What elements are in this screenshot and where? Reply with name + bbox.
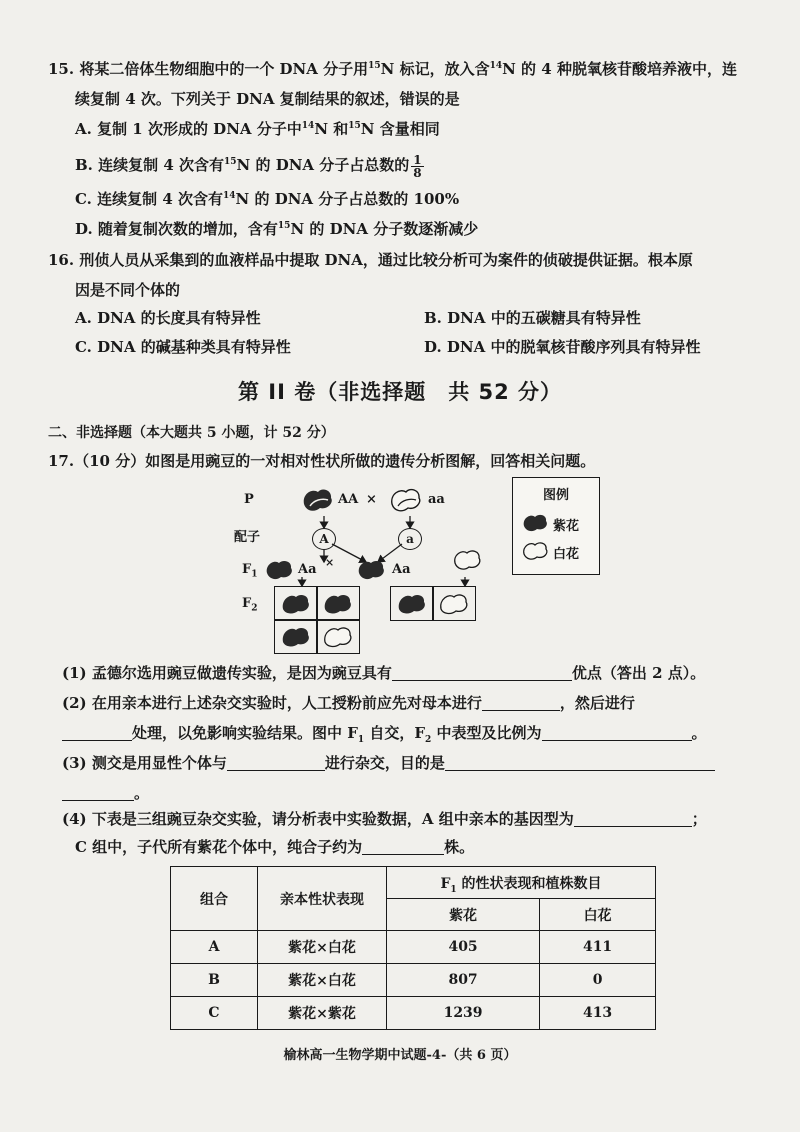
cell-purple: 807: [387, 964, 540, 997]
f2-cell: [432, 586, 476, 621]
cell-purple: 1239: [387, 997, 540, 1030]
f2-cell: [316, 586, 360, 621]
white-flower-icon: [388, 486, 424, 514]
genetic-diagram: [234, 478, 520, 656]
cell-parents: 紫花×白花: [258, 964, 387, 997]
white-flower-icon: [521, 540, 551, 562]
fraction-numerator: 1: [413, 152, 422, 167]
table-header-parent: 亲本性状表现: [258, 867, 387, 931]
q15-option-b: [75, 150, 426, 180]
q17-part2-cont: [62, 722, 707, 744]
q15-stem-part: N 的 4 种脱氧核苷酸培养液中，连: [502, 60, 737, 78]
subscript: 1: [251, 569, 258, 580]
table-row: [171, 997, 656, 1030]
q17-text: ，然后进行: [559, 694, 635, 712]
page-footer: 榆林高一生物学期中试题-4-（共 6 页）: [283, 1048, 517, 1063]
q17-text: ；: [691, 810, 707, 828]
option-text: D. 随着复制次数的增加，含有: [75, 220, 278, 238]
option-text: N 和: [314, 120, 349, 138]
q17-text: 。: [691, 724, 707, 742]
answer-blank[interactable]: [227, 754, 325, 771]
answer-blank[interactable]: [482, 694, 560, 711]
answer-blank[interactable]: [392, 664, 572, 681]
q17-text: 自交，F: [364, 724, 426, 742]
superscript: 15: [368, 61, 381, 71]
cell-group: A: [171, 931, 258, 964]
q15-option-d: [75, 218, 478, 240]
q16-stem-line2: 因是不同个体的: [75, 281, 181, 299]
q17-text: 优点（答出 2 点）。: [571, 664, 706, 682]
option-text: N 的 DNA 分子占总数的: [236, 156, 410, 174]
cell-white: 413: [540, 997, 656, 1030]
white-flower-icon: [317, 620, 359, 653]
purple-flower-icon: [317, 587, 359, 620]
f2-cell: [316, 619, 360, 654]
cross-results-table: [170, 866, 656, 1030]
header-text: F: [440, 875, 451, 892]
table-row: [171, 964, 656, 997]
f2-label-text: F: [242, 596, 252, 611]
fraction-denominator: 8: [413, 165, 422, 180]
subscript: 1: [357, 735, 365, 745]
f1-label-text: F: [242, 562, 252, 577]
gamete-left: A: [312, 528, 336, 550]
answer-blank[interactable]: [62, 724, 132, 741]
p-generation-label: P: [244, 492, 254, 507]
q17-stem: 17.（10 分）如图是用豌豆的一对相对性状所做的遗传分析图解，回答相关问题。: [48, 452, 596, 470]
q16-option-b: B. DNA 中的五碳糖具有特异性: [424, 309, 641, 327]
purple-flower-icon: [356, 558, 388, 582]
p-left-genotype: AA: [338, 492, 359, 507]
q15-option-c: [75, 188, 459, 210]
table-header-white: 白花: [540, 899, 656, 931]
q17-text: 株。: [444, 838, 475, 856]
f2-cell: [274, 586, 318, 621]
q17-text: C 组中，子代所有紫花个体中，纯合子约为: [75, 838, 363, 856]
part2-heading: 二、非选择题（本大题共 5 小题，计 52 分）: [48, 425, 335, 441]
f2-cell: [390, 586, 434, 621]
legend-white-label: 白花: [553, 547, 580, 562]
purple-flower-icon: [391, 587, 433, 620]
table-header-f1: [387, 867, 656, 899]
superscript: 15: [224, 157, 237, 167]
q17-part2: [62, 692, 635, 714]
q16-option-c: C. DNA 的碱基种类具有特异性: [75, 338, 291, 356]
subscript: 1: [450, 884, 457, 895]
purple-flower-icon: [264, 558, 296, 582]
subscript: 2: [425, 735, 432, 745]
q15-stem: [48, 58, 737, 80]
option-text: C. 连续复制 4 次含有: [75, 190, 224, 208]
legend-title: 图例: [542, 488, 569, 503]
cross-symbol: ×: [366, 492, 377, 507]
purple-flower-icon: [275, 620, 317, 653]
section-title: 第 II 卷（非选择题 共 52 分）: [237, 380, 563, 404]
q17-text: 中表型及比例为: [431, 724, 542, 742]
q15-stem-part: N 标记，放入含: [380, 60, 490, 78]
f2-label: [242, 596, 258, 614]
q15-stem-part: 15. 将某二倍体生物细胞中的一个 DNA 分子用: [48, 60, 369, 78]
superscript: 14: [223, 191, 236, 201]
fraction: [411, 154, 423, 179]
q17-text: (4) 下表是三组豌豆杂交实验，请分析表中实验数据，A 组中亲本的基因型为: [62, 810, 574, 828]
self-cross-symbol: ×: [325, 556, 335, 569]
purple-flower-icon: [275, 587, 317, 620]
superscript: 15: [277, 221, 291, 231]
q17-part4-cont: [75, 836, 474, 858]
subscript: 2: [251, 603, 258, 614]
cell-parents: 紫花×白花: [258, 931, 387, 964]
q17-part1: [62, 662, 705, 684]
f2-cell: [274, 619, 318, 654]
option-text: N 含量相同: [360, 120, 440, 138]
f1-left-genotype: Aa: [298, 562, 317, 577]
table-row: [171, 931, 656, 964]
cell-group: B: [171, 964, 258, 997]
superscript: 14: [489, 61, 503, 71]
legend-purple-label: 紫花: [553, 519, 580, 534]
answer-blank[interactable]: [574, 810, 692, 827]
answer-blank[interactable]: [62, 784, 134, 801]
option-text: N 的 DNA 分子占总数的 100%: [235, 190, 460, 208]
q17-text: (3) 测交是用显性个体与: [62, 754, 227, 772]
q17-part3: [62, 752, 715, 774]
q16-option-d: D. DNA 中的脱氧核苷酸序列具有特异性: [424, 338, 701, 356]
f1-label: [242, 562, 258, 580]
table-header-group: 组合: [171, 867, 258, 931]
table-header-purple: 紫花: [387, 899, 540, 931]
f1-right-genotype: Aa: [392, 562, 411, 577]
answer-blank[interactable]: [445, 754, 715, 771]
answer-blank[interactable]: [542, 724, 692, 741]
white-flower-icon: [433, 587, 475, 620]
legend: [512, 477, 600, 575]
q17-text: 进行杂交，目的是: [324, 754, 445, 772]
q15-option-a: [75, 118, 440, 140]
q16-option-a: A. DNA 的长度具有特异性: [75, 309, 261, 327]
q17-text: 处理，以免影响实验结果。图中 F: [132, 724, 358, 742]
cell-group: C: [171, 997, 258, 1030]
answer-blank[interactable]: [362, 838, 444, 855]
q16-stem: 16. 刑侦人员从采集到的血液样品中提取 DNA，通过比较分析可为案件的侦破提供证据。根本原: [48, 251, 693, 269]
cell-white: 411: [540, 931, 656, 964]
header-text: 的性状表现和植株数目: [456, 875, 602, 892]
q17-part4: [62, 808, 707, 830]
white-flower-icon: [452, 548, 484, 572]
q17-part3-cont: [62, 782, 149, 804]
purple-flower-icon: [521, 512, 551, 534]
q15-stem-line2: 续复制 4 次。下列关于 DNA 复制结果的叙述，错误的是: [75, 90, 460, 108]
superscript: 14: [301, 121, 315, 131]
cell-parents: 紫花×紫花: [258, 997, 387, 1030]
gamete-label: 配子: [234, 530, 261, 545]
p-right-genotype: aa: [428, 492, 445, 507]
q17-text: (1) 孟德尔选用豌豆做遗传实验，是因为豌豆具有: [62, 664, 392, 682]
superscript: 15: [348, 121, 361, 131]
purple-flower-icon: [300, 486, 336, 514]
q17-text: (2) 在用亲本进行上述杂交实验时，人工授粉前应先对母本进行: [62, 694, 482, 712]
cell-white: 0: [540, 964, 656, 997]
option-text: B. 连续复制 4 次含有: [75, 156, 225, 174]
option-text: N 的 DNA 分子数逐渐减少: [290, 220, 479, 238]
cell-purple: 405: [387, 931, 540, 964]
option-text: A. 复制 1 次形成的 DNA 分子中: [75, 120, 302, 138]
gamete-right: a: [398, 528, 422, 550]
q17-text: 。: [134, 784, 150, 802]
